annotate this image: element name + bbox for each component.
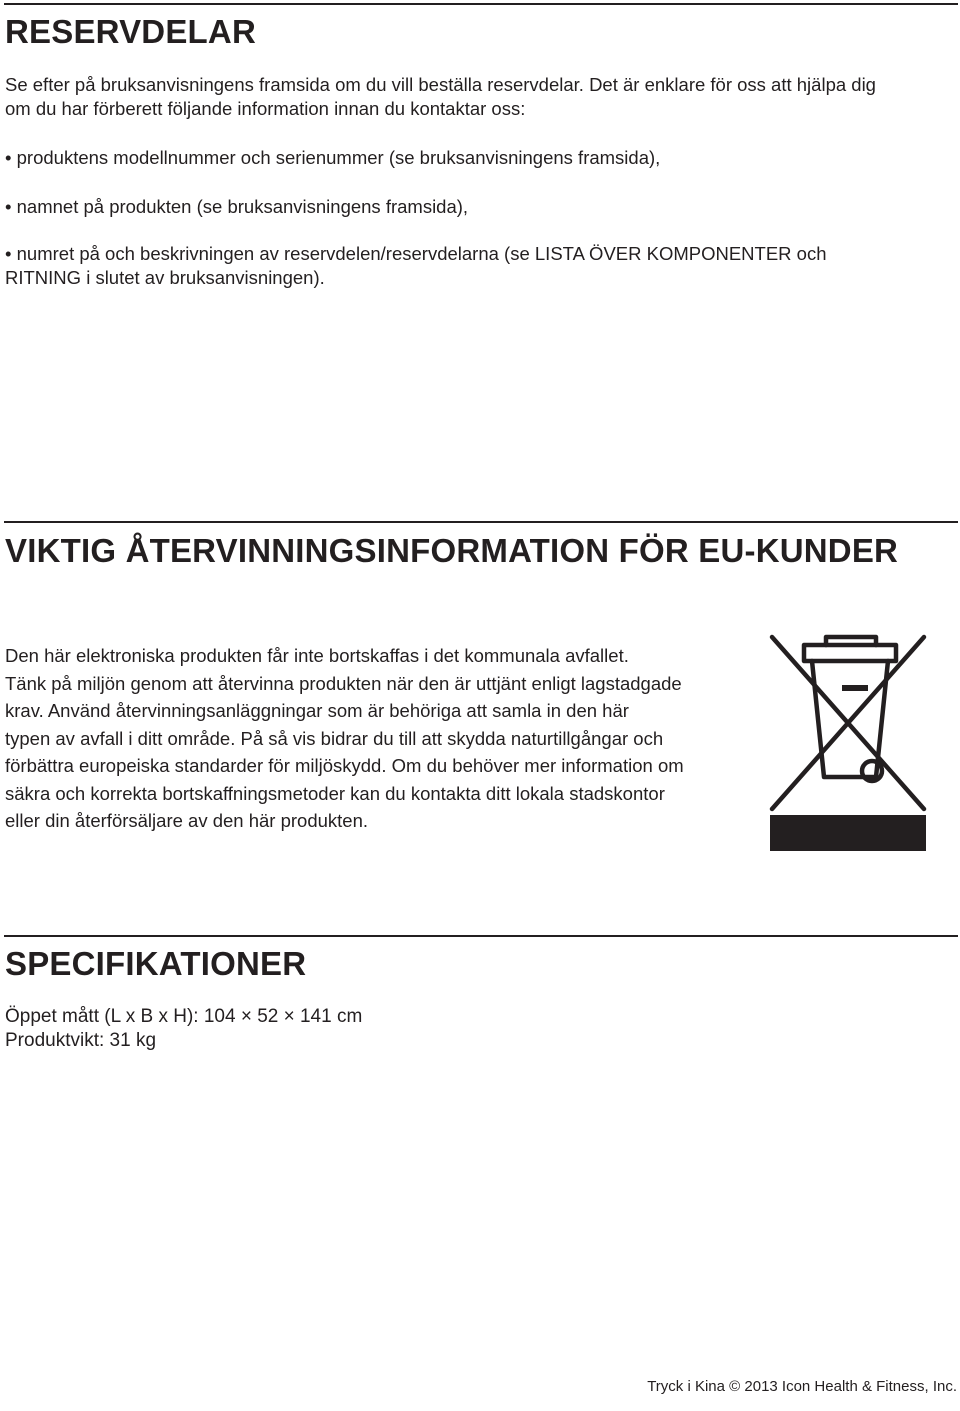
recycling-text-line-1: Den här elektroniska produkten får inte bortskaffas i det kommunala avfallet. xyxy=(5,645,629,666)
reservdelar-intro-line-2: om du har förberett följande information innan du kontaktar oss: xyxy=(5,98,526,119)
specifications-heading: SPECIFIKATIONER xyxy=(5,945,307,982)
recycling-text-line-4: typen av avfall i ditt område. På så vis bidrar du till att skydda naturtillgångar och xyxy=(5,727,664,749)
weee-black-bar xyxy=(770,815,926,851)
reservdelar-intro-line-1: Se efter på bruksanvisningens framsida om du vill beställa reservdelar. Det är enklare för oss att hjälpa dig xyxy=(5,74,876,95)
reservdelar-heading: RESERVDELAR xyxy=(5,13,256,50)
bullet-item-part-number: • numret på och beskrivningen av reservdelen/reservdelarna (se LISTA ÖVER KOMPONENTER och xyxy=(5,242,827,266)
bullet-item-model-number: • produktens modellnummer och serienummer (se bruksanvisningens framsida), xyxy=(5,146,660,170)
recycling-text-line-7: eller din återförsäljare av den här produkten. xyxy=(5,810,369,831)
bullet-item-part-number-continued: RITNING i slutet av bruksanvisningen). xyxy=(5,267,325,288)
section-rule-top xyxy=(4,3,958,5)
footer-printed-in: Tryck i Kina © 2013 Icon Health & Fitness, Inc. xyxy=(647,1378,957,1395)
crossed-out-wheelie-bin-icon xyxy=(768,633,928,853)
recycling-heading: VIKTIG ÅTERVINNINGSINFORMATION FÖR EU-KUNDER xyxy=(5,532,899,569)
spec-dimensions: Öppet mått (L x B x H): 104 × 52 × 141 cm xyxy=(5,1006,363,1027)
section-rule-specifications xyxy=(4,935,958,937)
section-rule-recycling xyxy=(4,521,958,523)
spec-weight: Produktvikt: 31 kg xyxy=(5,1030,157,1051)
recycling-text-line-6: säkra och korrekta bortskaffningsmetoder kan du kontakta ditt lokala stadskontor xyxy=(5,782,665,804)
bullet-item-product-name: • namnet på produkten (se bruksanvisningens framsida), xyxy=(5,195,468,219)
recycling-text-line-3: krav. Använd återvinningsanläggningar som är behöriga att samla in den här xyxy=(5,700,629,721)
recycling-text-line-2: Tänk på miljön genom att återvinna produkten när den är uttjänt enligt lagstadgade xyxy=(5,672,682,694)
recycling-text-line-5: förbättra europeiska standarder för miljöskydd. Om du behöver mer information om xyxy=(5,755,684,776)
